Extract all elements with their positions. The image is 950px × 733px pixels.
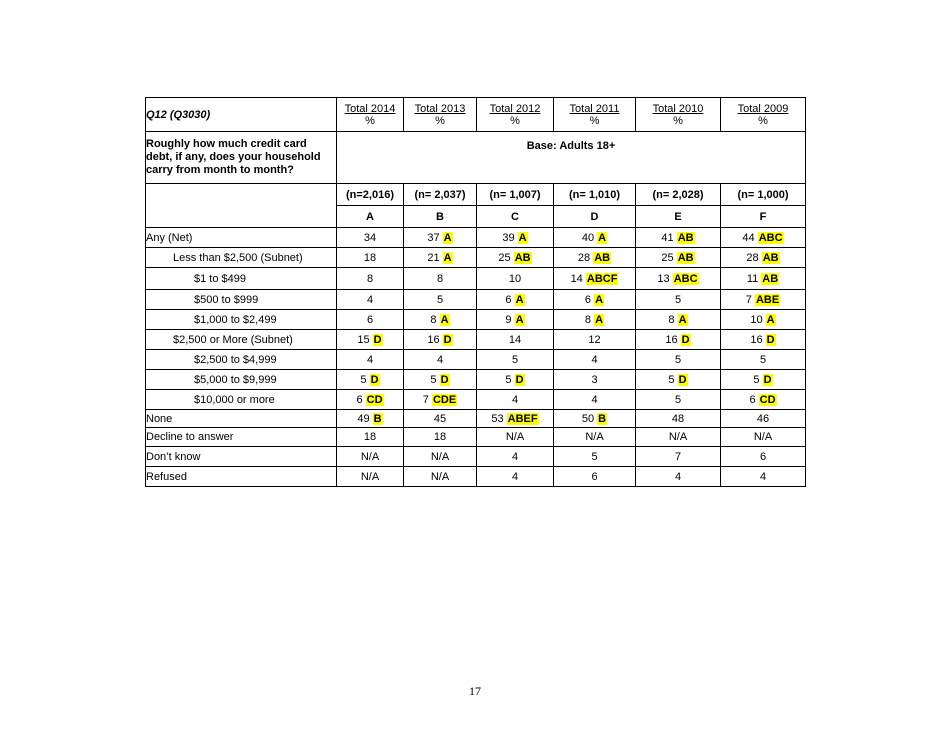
blank-cell [146,184,337,228]
table-cell [337,228,404,248]
table-cell [477,268,554,290]
significance-badge: B [373,412,382,425]
table-cell [636,310,721,330]
column-letter: A [337,206,404,228]
table-cell [636,447,721,467]
cell-value: 4 [759,470,767,483]
cell-value: 39 [502,231,515,244]
cell-value: 46 [756,412,770,425]
cell-value: 5 [505,373,512,386]
table-cell [404,228,477,248]
column-title: Total 2011 [569,102,620,115]
table-cell [404,370,477,390]
table-cell [554,410,636,428]
table-cell [477,248,554,268]
cell-value: 7 [422,393,429,406]
table-cell [337,268,404,290]
significance-badge: ABC [758,231,783,244]
cell-value: 6 [505,293,512,306]
cell-value: 21 [427,251,440,264]
table-cell [477,467,554,487]
question-code: Q12 (Q3030) [146,98,337,132]
cell-value: 13 [657,272,670,285]
table-cell [404,248,477,268]
sample-size: (n= 1,010) [554,184,636,206]
table-cell [337,467,404,487]
table-cell [337,370,404,390]
question-text: Roughly how much credit card debt, if any, does your household carry from month to month? [146,132,337,184]
table-cell [721,330,806,350]
cell-value: 5 [674,293,682,306]
row-label: $1,000 to $2,499 [146,310,337,330]
column-letter: E [636,206,721,228]
cell-value: 8 [668,313,675,326]
column-letter: C [477,206,554,228]
table-row [146,410,806,428]
table-cell [404,428,477,447]
question-row [146,132,806,184]
table-cell [636,410,721,428]
significance-badge: A [515,293,524,306]
table-cell [636,268,721,290]
table-cell [636,350,721,370]
table-cell [554,290,636,310]
cell-value: 16 [427,333,440,346]
table-cell [554,268,636,290]
column-header [636,98,721,132]
cell-value: 40 [581,231,595,244]
cell-value: 5 [674,393,682,406]
table-cell [636,390,721,410]
significance-badge: CD [366,393,383,406]
cell-value: 4 [591,353,598,366]
sample-size: (n= 1,007) [477,184,554,206]
significance-badge: A [598,231,607,244]
cell-value: N/A [505,431,525,443]
cell-value: 5 [674,353,682,366]
cell-value: 12 [588,333,601,346]
significance-badge: D [678,373,687,386]
column-title: Total 2014 [344,102,396,115]
crosstab-table [145,97,806,487]
table-row [146,350,806,370]
cell-value: 28 [746,251,759,264]
column-unit: % [365,114,375,127]
sample-size: (n= 2,028) [636,184,721,206]
significance-badge: D [443,333,452,346]
cell-value: 18 [433,431,447,443]
table-cell [554,370,636,390]
table-cell [721,350,806,370]
table-row [146,467,806,487]
table-cell [721,310,806,330]
significance-badge: AB [762,272,779,285]
sample-size: (n= 2,037) [404,184,477,206]
significance-badge: AB [514,251,531,264]
significance-badge: AB [677,251,694,264]
significance-badge: A [443,231,452,244]
cell-value: 7 [674,450,682,463]
cell-value: 5 [430,373,437,386]
table-cell [636,330,721,350]
table-cell [721,410,806,428]
column-header [477,98,554,132]
table-cell [721,248,806,268]
cell-value: 25 [661,251,674,264]
significance-badge: CD [759,393,776,406]
significance-badge: A [443,251,452,264]
table-cell [554,390,636,410]
table-cell [404,330,477,350]
cell-value: N/A [360,470,380,483]
significance-badge: D [766,333,775,346]
cell-value: N/A [430,450,450,463]
cell-value: 5 [591,450,598,463]
cell-value: 53 [491,412,504,425]
column-unit: % [510,114,520,127]
column-header [554,98,636,132]
cell-value: 34 [363,231,377,244]
cell-value: 9 [505,313,512,326]
column-unit: % [758,114,768,127]
row-label: Any (Net) [146,228,337,248]
row-label: $2,500 or More (Subnet) [146,330,337,350]
cell-value: 4 [674,470,682,483]
cell-value: 6 [591,470,598,483]
column-title: Total 2013 [414,102,466,115]
cell-value: 41 [661,231,674,244]
cell-value: 5 [668,373,675,386]
table-row [146,310,806,330]
column-title: Total 2012 [489,102,541,115]
cell-value: N/A [753,431,773,443]
table-cell [554,330,636,350]
sample-size: (n=2,016) [337,184,404,206]
table-cell [554,248,636,268]
significance-badge: A [595,293,604,306]
cell-value: 8 [436,272,444,285]
column-letter: B [404,206,477,228]
cell-value: 5 [759,353,767,366]
cell-value: 8 [430,313,437,326]
table-row [146,447,806,467]
row-label: $2,500 to $4,999 [146,350,337,370]
column-header [404,98,477,132]
table-cell [636,248,721,268]
table-cell [554,467,636,487]
table-row [146,370,806,390]
row-label: $1 to $499 [146,268,337,290]
cell-value: 18 [363,431,377,443]
row-label: Refused [146,467,337,487]
table-cell [721,447,806,467]
significance-badge: A [678,313,687,326]
table-cell [337,310,404,330]
cell-value: 18 [363,251,377,264]
table-cell [337,410,404,428]
table-cell [477,447,554,467]
table-row [146,268,806,290]
table-cell [721,467,806,487]
table-cell [477,290,554,310]
row-label: None [146,410,337,428]
significance-badge: ABEF [507,412,538,425]
table-cell [337,447,404,467]
significance-badge: D [681,333,690,346]
table-cell [721,268,806,290]
cell-value: 6 [584,293,592,306]
row-label: $10,000 or more [146,390,337,410]
table-cell [337,330,404,350]
column-title-row [146,98,806,132]
table-cell [337,350,404,370]
significance-badge: D [370,373,379,386]
table-cell [636,467,721,487]
cell-value: 50 [581,412,595,425]
cell-value: 25 [498,251,511,264]
table-cell [636,228,721,248]
table-cell [404,467,477,487]
table-cell [404,350,477,370]
column-letter: D [554,206,636,228]
page-number: 17 [469,684,481,698]
significance-badge: D [763,373,772,386]
significance-badge: A [518,231,527,244]
significance-badge: D [440,373,449,386]
table-cell [404,390,477,410]
row-label: Don’t know [146,447,337,467]
table-row [146,228,806,248]
cell-value: 44 [742,231,755,244]
cell-value: 28 [577,251,591,264]
sample-size: (n= 1,000) [721,184,806,206]
table-cell [554,350,636,370]
significance-badge: AB [594,251,611,264]
table-cell [636,290,721,310]
table-cell [477,370,554,390]
column-unit: % [435,114,445,127]
cell-value: 49 [357,412,370,425]
cell-value: 11 [746,272,759,285]
cell-value: 4 [511,470,519,483]
cell-value: 45 [433,412,447,425]
cell-value: 4 [366,353,374,366]
significance-badge: A [515,313,524,326]
significance-badge: CDE [432,393,457,406]
table-cell [721,370,806,390]
row-label: $5,000 to $9,999 [146,370,337,390]
cell-value: 5 [511,353,519,366]
row-label: Less than $2,500 (Subnet) [146,248,337,268]
significance-badge: AB [762,251,779,264]
table-cell [404,310,477,330]
table-cell [404,268,477,290]
table-cell [337,428,404,447]
table-cell [721,390,806,410]
table-row [146,290,806,310]
cell-value: 5 [436,293,444,306]
cell-value: 14 [570,272,583,285]
significance-badge: A [766,313,775,326]
significance-badge: B [598,412,607,425]
significance-badge: D [373,333,382,346]
table-cell [554,447,636,467]
cell-value: 14 [508,333,522,346]
table-cell [404,290,477,310]
table-cell [477,390,554,410]
table-cell [721,228,806,248]
cell-value: 5 [360,373,367,386]
table-cell [554,310,636,330]
table-cell [477,310,554,330]
cell-value: 6 [356,393,363,406]
table-row [146,330,806,350]
row-label: $500 to $999 [146,290,337,310]
table-cell [477,428,554,447]
table-cell [636,370,721,390]
cell-value: 10 [750,313,763,326]
table-cell [636,428,721,447]
significance-badge: A [440,313,449,326]
table-cell [477,228,554,248]
cell-value: 15 [357,333,370,346]
cell-value: 10 [508,272,522,285]
significance-badge: A [595,313,604,326]
cell-value: 16 [750,333,763,346]
table-row [146,428,806,447]
cell-value: 4 [436,353,444,366]
row-label: Decline to answer [146,428,337,447]
table-cell [404,447,477,467]
cell-value: 5 [753,373,760,386]
cell-value: 6 [759,450,767,463]
table-cell [337,248,404,268]
column-title: Total 2009 [737,102,789,115]
cell-value: N/A [360,450,380,463]
cell-value: 4 [511,450,519,463]
cell-value: 16 [665,333,678,346]
cell-value: 4 [511,393,519,406]
cell-value: N/A [585,431,604,443]
cell-value: 3 [591,373,598,386]
table-row [146,248,806,268]
cell-value: 6 [366,313,374,326]
table-cell [404,410,477,428]
table-cell [554,228,636,248]
column-header [337,98,404,132]
table-cell [337,390,404,410]
table-cell [477,350,554,370]
table-cell [477,330,554,350]
column-unit: % [673,114,683,127]
cell-value: 4 [591,393,598,406]
cell-value: N/A [430,470,450,483]
cell-value: 4 [366,293,374,306]
significance-badge: D [515,373,524,386]
cell-value: 8 [584,313,592,326]
column-letter: F [721,206,806,228]
table-cell [554,428,636,447]
cell-value: N/A [668,431,688,443]
significance-badge: AB [677,231,694,244]
table-cell [721,428,806,447]
cell-value: 8 [366,272,374,285]
base-label: Base: Adults 18+ [337,132,806,184]
table-cell [721,290,806,310]
column-unit: % [589,114,600,127]
table-row [146,390,806,410]
cell-value: 7 [745,293,752,306]
cell-value: 48 [671,412,685,425]
significance-badge: ABC [673,272,698,285]
sample-size-row [146,184,806,206]
cell-value: 6 [749,393,756,406]
cell-value: 37 [427,231,440,244]
table-cell [477,410,554,428]
table-cell [337,290,404,310]
significance-badge: ABE [755,293,780,306]
column-header [721,98,806,132]
column-title: Total 2010 [652,102,704,115]
significance-badge: ABCF [586,272,618,285]
